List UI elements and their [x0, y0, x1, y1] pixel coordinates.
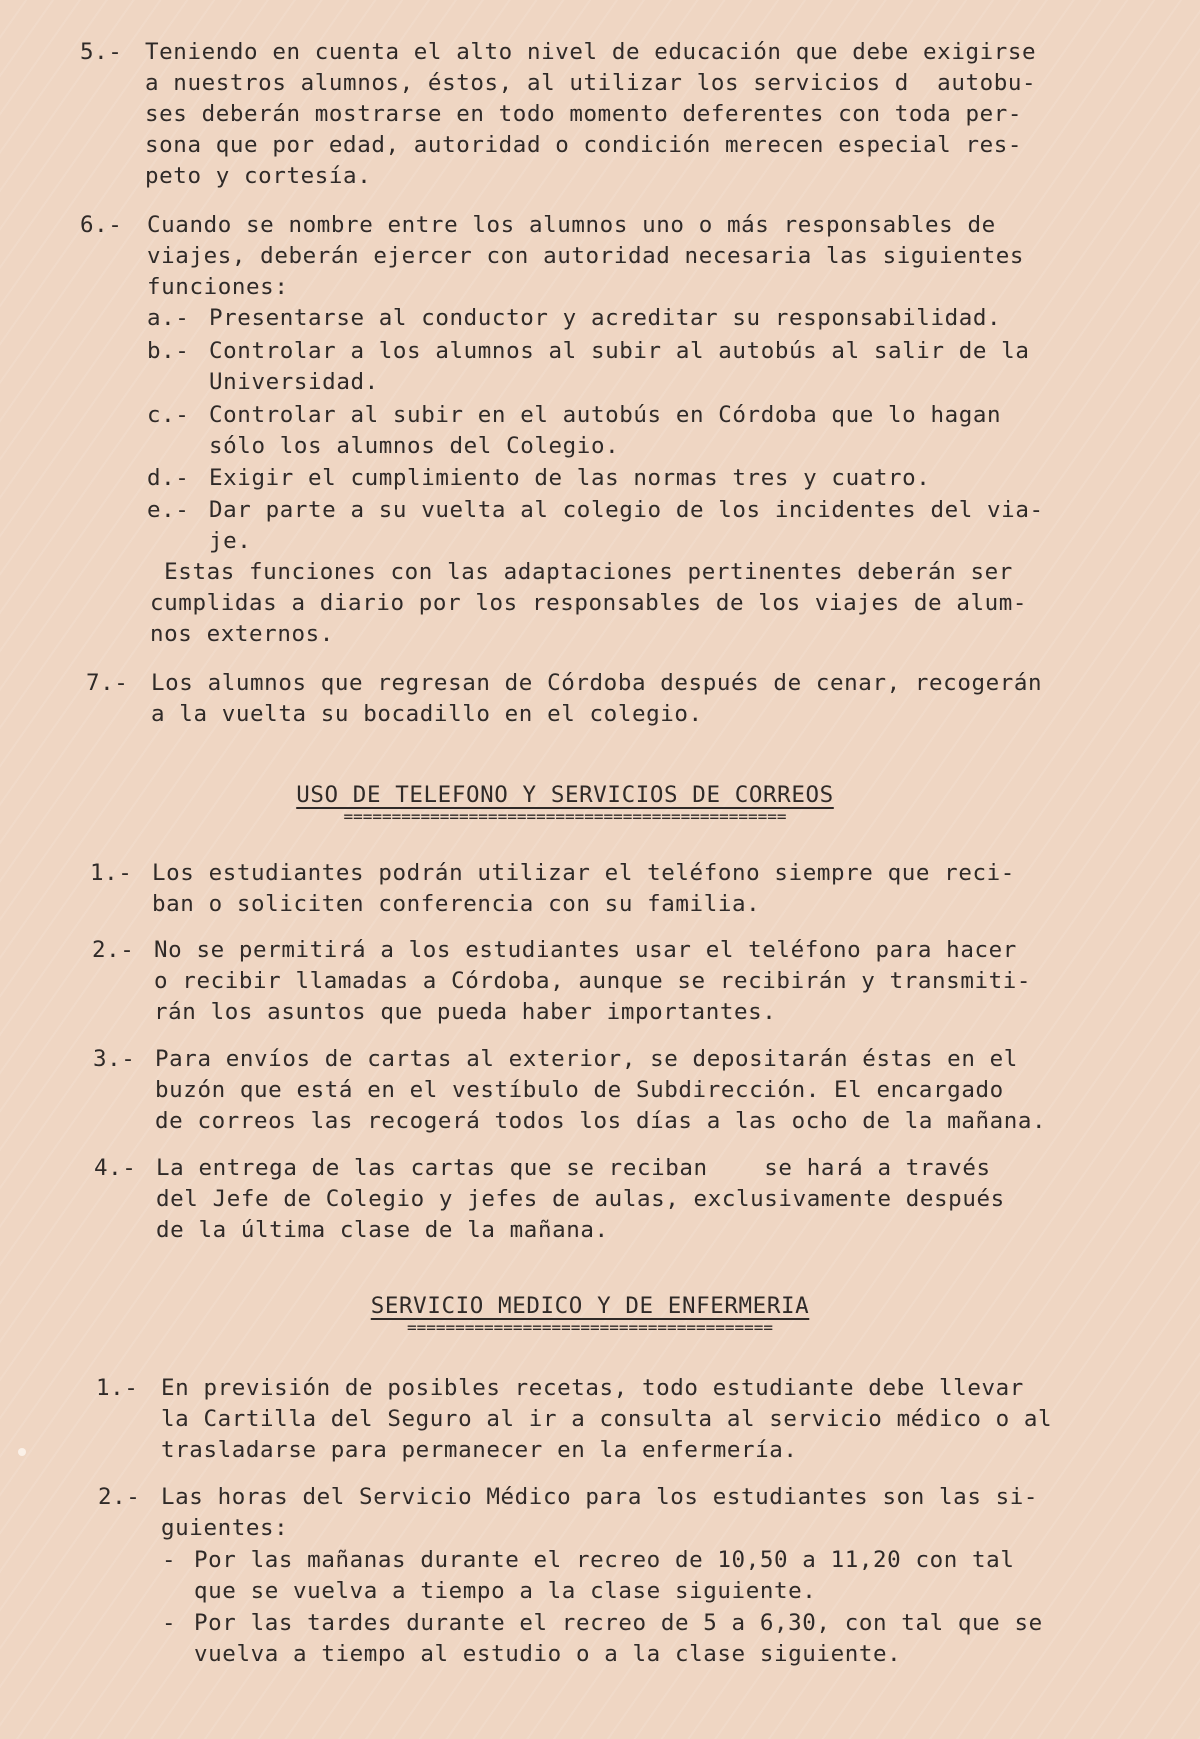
text-line: Por las tardes durante el recreo de 5 a 6,30, con tal que se [194, 1610, 1043, 1636]
text-line: ban o soliciten conferencia con su familia. [152, 891, 761, 917]
item-number: 5.- [80, 39, 123, 65]
text-line: la Cartilla del Seguro al ir a consulta al servicio médico o al [161, 1406, 1053, 1432]
text-line: sona que por edad, autoridad o condición merecen especial res- [145, 132, 1023, 158]
text-line: peto y cortesía. [145, 163, 372, 189]
text-line: Las horas del Servicio Médico para los estudiantes son las si- [161, 1484, 1039, 1510]
text-line: Para envíos de cartas al exterior, se depositarán éstas en el [155, 1046, 1018, 1072]
text-line: La entrega de las cartas que se reciban se hará a través [156, 1155, 991, 1181]
text-line: Universidad. [209, 369, 379, 395]
item-number: 2.- [98, 1484, 141, 1510]
text-line: Cuando se nombre entre los alumnos uno o más responsables de [147, 212, 996, 238]
double-underline-rule: ============================================== [343, 810, 787, 824]
subitem-label: a.- [147, 305, 190, 331]
text-line: nos externos. [150, 621, 334, 647]
text-line: En previsión de posibles recetas, todo estudiante debe llevar [161, 1375, 1024, 1401]
item-number: 7.- [86, 670, 129, 696]
item-number: 2.- [92, 937, 135, 963]
subitem-label: e.- [147, 497, 190, 523]
text-line: a nuestros alumnos, éstos, al utilizar los servicios d autobu- [145, 70, 1037, 96]
text-line: del Jefe de Colegio y jefes de aulas, exclusivamente después [156, 1186, 1005, 1212]
punch-hole [18, 1448, 26, 1456]
section-heading-medico [320, 1291, 860, 1335]
text-line: je. [209, 528, 252, 554]
text-line: Dar parte a su vuelta al colegio de los incidentes del via- [209, 497, 1044, 523]
section-title: SERVICIO MEDICO Y DE ENFERMERIA [370, 1293, 810, 1319]
subitem-label: b.- [147, 338, 190, 364]
text-line: rán los asuntos que pueda haber importantes. [154, 999, 777, 1025]
text-line: Teniendo en cuenta el alto nivel de educación que debe exigirse [145, 39, 1037, 65]
section-heading-telefono [240, 780, 890, 824]
text-line: buzón que está en el vestíbulo de Subdirección. El encargado [155, 1077, 1004, 1103]
paragraph-closing [150, 557, 1170, 650]
item-number: 4.- [94, 1155, 137, 1181]
text-line: Por las mañanas durante el recreo de 10,50 a 11,20 con tal [194, 1547, 1015, 1573]
section-title: USO DE TELEFONO Y SERVICIOS DE CORREOS [296, 782, 834, 808]
item-number: 1.- [96, 1375, 139, 1401]
text-line: Estas funciones con las adaptaciones pertinentes deberán ser [150, 559, 1013, 585]
text-line: cumplidas a diario por los responsables de los viajes de alum- [150, 590, 1028, 616]
item-number: 3.- [93, 1046, 136, 1072]
item-number: 6.- [80, 212, 123, 238]
text-line: Controlar al subir en el autobús en Córdoba que lo hagan [209, 402, 1002, 428]
text-line: ses deberán mostrarse en todo momento deferentes con toda per- [145, 101, 1023, 127]
text-line: que se vuelva a tiempo a la clase siguiente. [194, 1578, 817, 1604]
text-line: No se permitirá a los estudiantes usar el teléfono para hacer [154, 937, 1017, 963]
item-number: 1.- [90, 860, 133, 886]
dash-bullet: - [162, 1547, 177, 1573]
text-line: o recibir llamadas a Córdoba, aunque se recibirán y transmiti- [154, 968, 1032, 994]
text-line: Controlar a los alumnos al subir al autobús al salir de la [209, 338, 1030, 364]
subitem-label: d.- [147, 465, 190, 491]
text-line: a la vuelta su bocadillo en el colegio. [151, 701, 703, 727]
text-line: guientes: [161, 1515, 289, 1541]
subitem-label: c.- [147, 402, 190, 428]
text-line: sólo los alumnos del Colegio. [209, 433, 620, 459]
text-line: viajes, deberán ejercer con autoridad necesaria las siguientes [147, 243, 1025, 269]
text-line: de la última clase de la mañana. [156, 1217, 609, 1243]
double-underline-rule: ====================================== [406, 1321, 774, 1335]
text-line: vuelva a tiempo al estudio o a la clase siguiente. [194, 1641, 902, 1667]
dash-bullet: - [162, 1610, 177, 1636]
text-line: Presentarse al conductor y acreditar su responsabilidad. [209, 305, 1002, 331]
text-line: Exigir el cumplimiento de las normas tres y cuatro. [209, 465, 931, 491]
text-line: trasladarse para permanecer en la enfermería. [161, 1437, 798, 1463]
text-line: Los estudiantes podrán utilizar el teléfono siempre que reci- [152, 860, 1015, 886]
text-line: de correos las recogerá todos los días a las ocho de la mañana. [155, 1108, 1047, 1134]
text-line: funciones: [147, 274, 289, 300]
text-line: Los alumnos que regresan de Córdoba después de cenar, recogerán [151, 670, 1043, 696]
